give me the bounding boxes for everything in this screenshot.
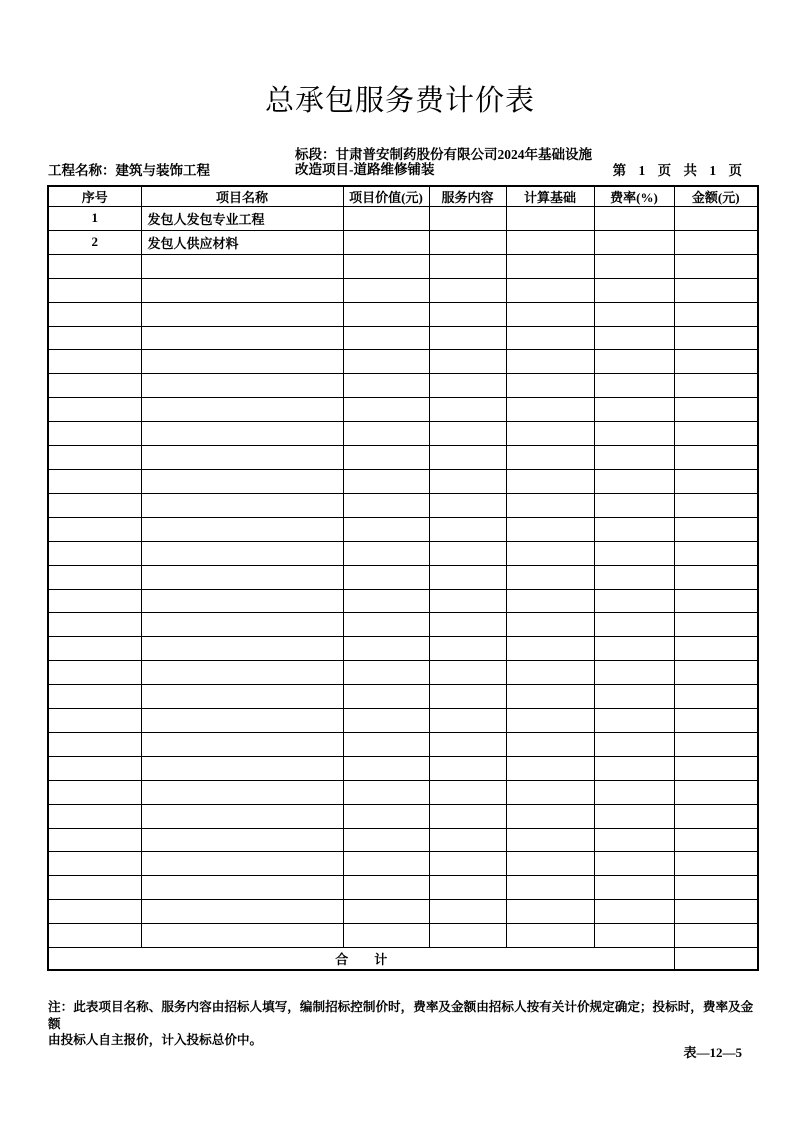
total-label: 合 计 — [48, 948, 674, 970]
cell-amount — [674, 589, 758, 613]
cell-service-content — [429, 326, 506, 350]
cell-service-content — [429, 756, 506, 780]
table-row — [48, 637, 758, 661]
cell-amount — [674, 900, 758, 924]
table-row — [48, 876, 758, 900]
cell-calc-basis — [506, 278, 594, 302]
note-line1: 注：此表项目名称、服务内容由招标人填写，编制招标控制价时，费率及金额由招标人按有关计价规定确定；投标时，费率及金额 — [48, 1000, 754, 1031]
cell-service-content — [429, 207, 506, 231]
cell-service-content — [429, 876, 506, 900]
table-row — [48, 565, 758, 589]
section-line1: 标段：甘肃普安制药股份有限公司2024年基础设施 — [295, 147, 592, 162]
cell-seq — [48, 398, 141, 422]
cell-item-value — [343, 828, 429, 852]
cell-service-content — [429, 613, 506, 637]
cell-rate — [594, 541, 674, 565]
cell-service-content — [429, 302, 506, 326]
cell-item-value — [343, 709, 429, 733]
cell-item-value — [343, 398, 429, 422]
cell-rate — [594, 828, 674, 852]
cell-calc-basis — [506, 828, 594, 852]
cell-item-value — [343, 230, 429, 254]
cell-calc-basis — [506, 207, 594, 231]
cell-calc-basis — [506, 230, 594, 254]
cell-seq — [48, 254, 141, 278]
cell-item-name — [141, 780, 343, 804]
table-row — [48, 254, 758, 278]
cell-rate — [594, 207, 674, 231]
cell-amount — [674, 326, 758, 350]
cell-service-content — [429, 541, 506, 565]
header-seq: 序号 — [48, 186, 141, 207]
cell-calc-basis — [506, 302, 594, 326]
table-row — [48, 302, 758, 326]
form-code: 表—12—5 — [683, 1045, 742, 1060]
pagination: 第 1 页 共 1 页 — [612, 163, 742, 178]
cell-service-content — [429, 278, 506, 302]
cell-item-name — [141, 398, 343, 422]
cell-item-value — [343, 374, 429, 398]
cell-seq — [48, 326, 141, 350]
cell-item-name: 发包人供应材料 — [141, 230, 343, 254]
cell-amount — [674, 756, 758, 780]
cell-rate — [594, 374, 674, 398]
cell-rate — [594, 876, 674, 900]
cell-seq — [48, 446, 141, 470]
cell-item-name — [141, 422, 343, 446]
fee-table — [47, 185, 759, 971]
cell-rate — [594, 493, 674, 517]
total-amount-cell — [674, 948, 758, 970]
cell-amount — [674, 517, 758, 541]
cell-amount — [674, 302, 758, 326]
cell-service-content — [429, 924, 506, 948]
cell-seq: 2 — [48, 230, 141, 254]
cell-rate — [594, 398, 674, 422]
table-row — [48, 517, 758, 541]
cell-item-name — [141, 254, 343, 278]
header-item-name: 项目名称 — [141, 186, 343, 207]
cell-rate — [594, 661, 674, 685]
cell-item-name — [141, 446, 343, 470]
cell-amount — [674, 493, 758, 517]
cell-item-value — [343, 852, 429, 876]
cell-item-name — [141, 900, 343, 924]
page-title: 总承包服务费计价表 — [264, 85, 535, 117]
cell-service-content — [429, 493, 506, 517]
cell-item-name: 发包人发包专业工程 — [141, 207, 343, 231]
table-row — [48, 374, 758, 398]
cell-amount — [674, 732, 758, 756]
cell-amount — [674, 254, 758, 278]
cell-rate — [594, 780, 674, 804]
table-note — [48, 999, 760, 1049]
cell-item-value — [343, 350, 429, 374]
cell-amount — [674, 230, 758, 254]
cell-calc-basis — [506, 661, 594, 685]
cell-seq: 1 — [48, 207, 141, 231]
cell-amount — [674, 422, 758, 446]
cell-seq — [48, 302, 141, 326]
cell-item-value — [343, 685, 429, 709]
cell-item-value — [343, 756, 429, 780]
cell-service-content — [429, 565, 506, 589]
cell-item-value — [343, 613, 429, 637]
cell-item-name — [141, 469, 343, 493]
cell-seq — [48, 613, 141, 637]
cell-item-value — [343, 422, 429, 446]
cell-service-content — [429, 780, 506, 804]
cell-service-content — [429, 589, 506, 613]
cell-service-content — [429, 469, 506, 493]
cell-rate — [594, 565, 674, 589]
cell-item-name — [141, 613, 343, 637]
cell-seq — [48, 541, 141, 565]
cell-seq — [48, 493, 141, 517]
cell-rate — [594, 756, 674, 780]
cell-item-name — [141, 876, 343, 900]
cell-item-name — [141, 374, 343, 398]
cell-item-value — [343, 326, 429, 350]
project-name: 工程名称：建筑与装饰工程 — [48, 163, 210, 178]
cell-item-name — [141, 517, 343, 541]
cell-rate — [594, 350, 674, 374]
cell-seq — [48, 422, 141, 446]
table-row — [48, 804, 758, 828]
table-row — [48, 469, 758, 493]
section-info — [295, 147, 592, 177]
cell-calc-basis — [506, 589, 594, 613]
cell-amount — [674, 661, 758, 685]
cell-item-name — [141, 493, 343, 517]
cell-amount — [674, 637, 758, 661]
cell-item-name — [141, 302, 343, 326]
table-row — [48, 422, 758, 446]
cell-item-name — [141, 565, 343, 589]
table-row — [48, 207, 758, 231]
cell-seq — [48, 565, 141, 589]
header-calc-basis: 计算基础 — [506, 186, 594, 207]
cell-calc-basis — [506, 876, 594, 900]
cell-service-content — [429, 685, 506, 709]
header-amount: 金额(元) — [674, 186, 758, 207]
cell-seq — [48, 732, 141, 756]
cell-seq — [48, 709, 141, 733]
table-row — [48, 589, 758, 613]
table-row — [48, 756, 758, 780]
cell-service-content — [429, 637, 506, 661]
cell-amount — [674, 924, 758, 948]
cell-seq — [48, 685, 141, 709]
cell-service-content — [429, 900, 506, 924]
cell-amount — [674, 685, 758, 709]
section-line2: 改造项目-道路维修铺装 — [295, 162, 435, 177]
table-row — [48, 709, 758, 733]
table-row — [48, 350, 758, 374]
table-row — [48, 685, 758, 709]
cell-amount — [674, 350, 758, 374]
cell-item-name — [141, 756, 343, 780]
cell-item-value — [343, 254, 429, 278]
cell-item-name — [141, 278, 343, 302]
cell-amount — [674, 565, 758, 589]
cell-rate — [594, 517, 674, 541]
table-row — [48, 661, 758, 685]
cell-item-value — [343, 637, 429, 661]
cell-rate — [594, 326, 674, 350]
cell-amount — [674, 469, 758, 493]
cell-amount — [674, 613, 758, 637]
cell-service-content — [429, 446, 506, 470]
cell-service-content — [429, 230, 506, 254]
cell-seq — [48, 780, 141, 804]
cell-item-value — [343, 565, 429, 589]
cell-amount — [674, 804, 758, 828]
cell-item-value — [343, 302, 429, 326]
cell-item-value — [343, 207, 429, 231]
cell-item-name — [141, 326, 343, 350]
cell-rate — [594, 302, 674, 326]
table-row — [48, 493, 758, 517]
cell-calc-basis — [506, 350, 594, 374]
table-row — [48, 398, 758, 422]
cell-calc-basis — [506, 756, 594, 780]
cell-amount — [674, 207, 758, 231]
cell-calc-basis — [506, 637, 594, 661]
cell-seq — [48, 661, 141, 685]
cell-item-name — [141, 804, 343, 828]
note-line2: 由投标人自主报价，计入投标总价中。 — [48, 1033, 263, 1047]
cell-calc-basis — [506, 565, 594, 589]
cell-item-value — [343, 661, 429, 685]
cell-rate — [594, 709, 674, 733]
cell-item-value — [343, 446, 429, 470]
cell-item-name — [141, 852, 343, 876]
cell-seq — [48, 876, 141, 900]
cell-calc-basis — [506, 852, 594, 876]
cell-service-content — [429, 254, 506, 278]
cell-rate — [594, 446, 674, 470]
cell-rate — [594, 900, 674, 924]
cell-calc-basis — [506, 732, 594, 756]
cell-item-value — [343, 493, 429, 517]
cell-item-name — [141, 709, 343, 733]
cell-item-value — [343, 876, 429, 900]
cell-item-name — [141, 589, 343, 613]
cell-rate — [594, 732, 674, 756]
cell-seq — [48, 852, 141, 876]
cell-seq — [48, 469, 141, 493]
cell-item-name — [141, 350, 343, 374]
cell-item-name — [141, 924, 343, 948]
cell-amount — [674, 709, 758, 733]
cell-item-value — [343, 278, 429, 302]
table-row — [48, 446, 758, 470]
cell-calc-basis — [506, 493, 594, 517]
cell-amount — [674, 780, 758, 804]
cell-rate — [594, 589, 674, 613]
cell-item-name — [141, 828, 343, 852]
cell-calc-basis — [506, 422, 594, 446]
cell-calc-basis — [506, 446, 594, 470]
header-rate: 费率(%) — [594, 186, 674, 207]
cell-amount — [674, 374, 758, 398]
cell-calc-basis — [506, 924, 594, 948]
cell-service-content — [429, 398, 506, 422]
cell-rate — [594, 685, 674, 709]
cell-service-content — [429, 804, 506, 828]
cell-amount — [674, 398, 758, 422]
cell-calc-basis — [506, 469, 594, 493]
cell-calc-basis — [506, 541, 594, 565]
cell-seq — [48, 756, 141, 780]
table-row — [48, 732, 758, 756]
cell-service-content — [429, 828, 506, 852]
cell-calc-basis — [506, 709, 594, 733]
cell-amount — [674, 852, 758, 876]
cell-item-value — [343, 924, 429, 948]
cell-calc-basis — [506, 374, 594, 398]
cell-item-value — [343, 469, 429, 493]
cell-item-value — [343, 589, 429, 613]
cell-service-content — [429, 374, 506, 398]
cell-item-value — [343, 900, 429, 924]
cell-rate — [594, 804, 674, 828]
cell-rate — [594, 422, 674, 446]
cell-item-value — [343, 804, 429, 828]
cell-rate — [594, 852, 674, 876]
cell-calc-basis — [506, 613, 594, 637]
cell-rate — [594, 924, 674, 948]
cell-item-value — [343, 732, 429, 756]
cell-amount — [674, 541, 758, 565]
cell-service-content — [429, 709, 506, 733]
table-row — [48, 613, 758, 637]
cell-rate — [594, 230, 674, 254]
cell-seq — [48, 350, 141, 374]
cell-rate — [594, 469, 674, 493]
cell-item-value — [343, 541, 429, 565]
header-service-content: 服务内容 — [429, 186, 506, 207]
cell-service-content — [429, 661, 506, 685]
cell-calc-basis — [506, 780, 594, 804]
cell-item-name — [141, 541, 343, 565]
table-row — [48, 828, 758, 852]
cell-rate — [594, 613, 674, 637]
cell-calc-basis — [506, 398, 594, 422]
cell-rate — [594, 637, 674, 661]
cell-seq — [48, 589, 141, 613]
cell-item-name — [141, 661, 343, 685]
table-row — [48, 924, 758, 948]
table-row — [48, 230, 758, 254]
cell-calc-basis — [506, 517, 594, 541]
cell-amount — [674, 828, 758, 852]
cell-calc-basis — [506, 804, 594, 828]
cell-service-content — [429, 350, 506, 374]
cell-amount — [674, 876, 758, 900]
table-row — [48, 326, 758, 350]
cell-service-content — [429, 732, 506, 756]
header-item-value: 项目价值(元) — [343, 186, 429, 207]
cell-calc-basis — [506, 900, 594, 924]
table-body — [48, 207, 758, 948]
cell-seq — [48, 804, 141, 828]
table-row — [48, 900, 758, 924]
table-row — [48, 780, 758, 804]
cell-calc-basis — [506, 685, 594, 709]
cell-item-value — [343, 780, 429, 804]
cell-seq — [48, 637, 141, 661]
cell-item-value — [343, 517, 429, 541]
cell-seq — [48, 828, 141, 852]
cell-calc-basis — [506, 254, 594, 278]
cell-rate — [594, 278, 674, 302]
cell-service-content — [429, 852, 506, 876]
cell-seq — [48, 278, 141, 302]
cell-calc-basis — [506, 326, 594, 350]
cell-seq — [48, 924, 141, 948]
cell-seq — [48, 374, 141, 398]
cell-seq — [48, 517, 141, 541]
table-row — [48, 278, 758, 302]
cell-amount — [674, 278, 758, 302]
cell-item-name — [141, 637, 343, 661]
table-header-row — [48, 186, 758, 207]
cell-item-name — [141, 685, 343, 709]
cell-seq — [48, 900, 141, 924]
cell-item-name — [141, 732, 343, 756]
total-row — [48, 948, 758, 970]
table-row — [48, 852, 758, 876]
cell-amount — [674, 446, 758, 470]
table-row — [48, 541, 758, 565]
cell-service-content — [429, 422, 506, 446]
cell-rate — [594, 254, 674, 278]
cell-service-content — [429, 517, 506, 541]
